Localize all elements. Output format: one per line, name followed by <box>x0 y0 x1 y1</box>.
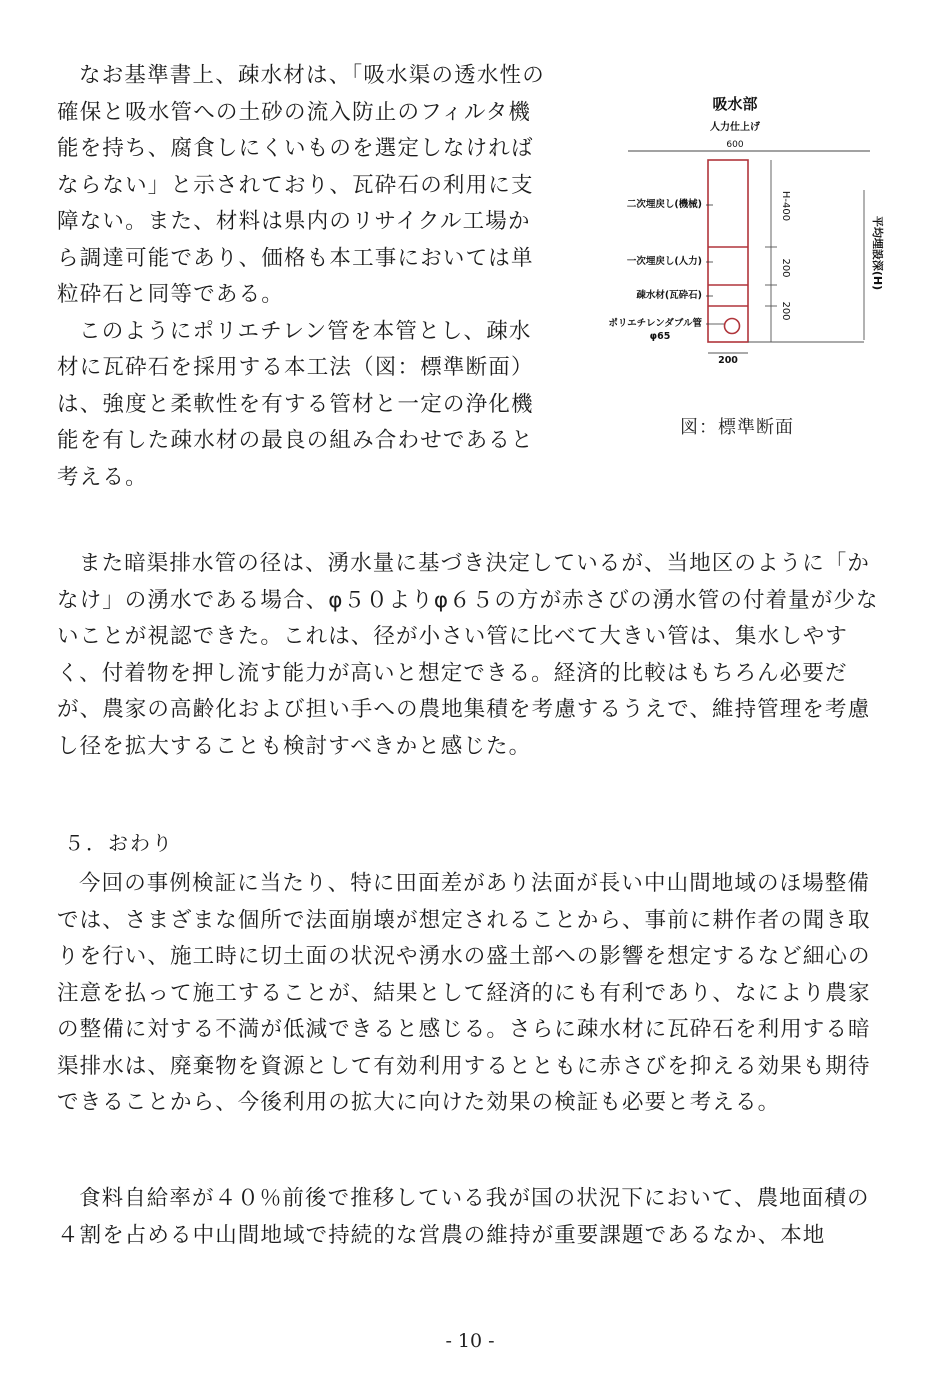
standard-section-figure <box>560 88 910 458</box>
body-block-pipe-diameter <box>57 546 887 765</box>
figure-caption: 図：標準断面 <box>680 417 794 438</box>
left-column <box>57 58 552 496</box>
label-layer-machine-backfill: 二次埋戻し(機械) <box>626 199 702 210</box>
body-block-self-sufficiency <box>57 1181 887 1254</box>
figure-title: 吸水部 <box>712 95 758 113</box>
label-pipe-size: φ65 <box>649 331 671 342</box>
figure-width-top: 600 <box>726 140 744 150</box>
trench-outline <box>708 160 748 342</box>
paragraph-pipe-diameter: また暗渠排水管の径は、湧水量に基づき決定しているが、当地区のように「かなけ」の湧水である場合、φ５０よりφ６５の方が赤さびの湧水管の付着量が少ないことが視認できた。これは、径が小さい管に比べて大きい管は、集水しやすく、付着物を押し流す能力が高いと想定できる。経済的比較はもちろん必要だが、農家の高齢化および担い手への農地集積を考慮するうえで、維持管理を考慮し径を拡大することも検討すべきかと感じた。 <box>57 551 879 759</box>
dimension-h-400: H-400 <box>780 190 791 222</box>
figure-width-bottom: 200 <box>718 355 738 366</box>
body-block-conclusion <box>57 866 887 1122</box>
paragraph-filter-material: なお基準書上、疎水材は、「吸水渠の透水性の確保と吸水管への土砂の流入防止のフィルタ機能を持ち、腐食しにくいものを選定しなければならない」と示されており、瓦砕石の利用に支障ない。また、材料は県内のリサイクル工場から調達可能であり、価格も本工事においては単粒砕石と同等である。 <box>57 63 545 307</box>
paragraph-self-sufficiency: 食料自給率が４０％前後で推移している我が国の状況下において、農地面積の４割を占める中山間地域で持続的な営農の維持が重要課題であるなか、本地 <box>57 1186 870 1248</box>
paragraph-conclusion: 今回の事例検証に当たり、特に田面差があり法面が長い中山間地域のほ場整備では、さまざまな個所で法面崩壊が想定されることから、事前に耕作者の聞き取りを行い、施工時に切土面の状況や湧水の盛土部への影響を想定するなど細心の注意を払って施工することが、結果として経済的にも有利であり、なにより農家の整備に対する不満が低減できると感じる。さらに疎水材に瓦砕石を利用する暗渠排水は、廃棄物を資源として有効利用するとともに赤さびを抑える効果も期待できることから、今後利用の拡大に向けた効果の検証も必要と考える。 <box>57 871 871 1115</box>
label-drain-pipe: ポリエチレンダブル管 <box>608 318 702 329</box>
section-heading: ５．おわり <box>64 831 174 855</box>
label-layer-filter-material: 疎水材(瓦砕石) <box>636 290 702 301</box>
dimension-200-upper: 200 <box>780 258 791 278</box>
paragraph-method-summary: このようにポリエチレン管を本管とし、疎水材に瓦砕石を採用する本工法（図：標準断面）は、強度と柔軟性を有する管材と一定の浄化機能を有した疎水材の最良の組み合わせであると考える。 <box>57 318 534 490</box>
depth-label: 平均埋設深(H) <box>871 215 884 291</box>
section-diagram <box>560 88 910 408</box>
dimension-200-lower: 200 <box>780 301 791 321</box>
label-layer-manual-backfill: 一次埋戻し(人力) <box>626 256 702 267</box>
drain-pipe-circle <box>725 319 740 334</box>
figure-top-label: 人力仕上げ <box>710 122 760 133</box>
page-number: - 10 - <box>445 1330 495 1352</box>
